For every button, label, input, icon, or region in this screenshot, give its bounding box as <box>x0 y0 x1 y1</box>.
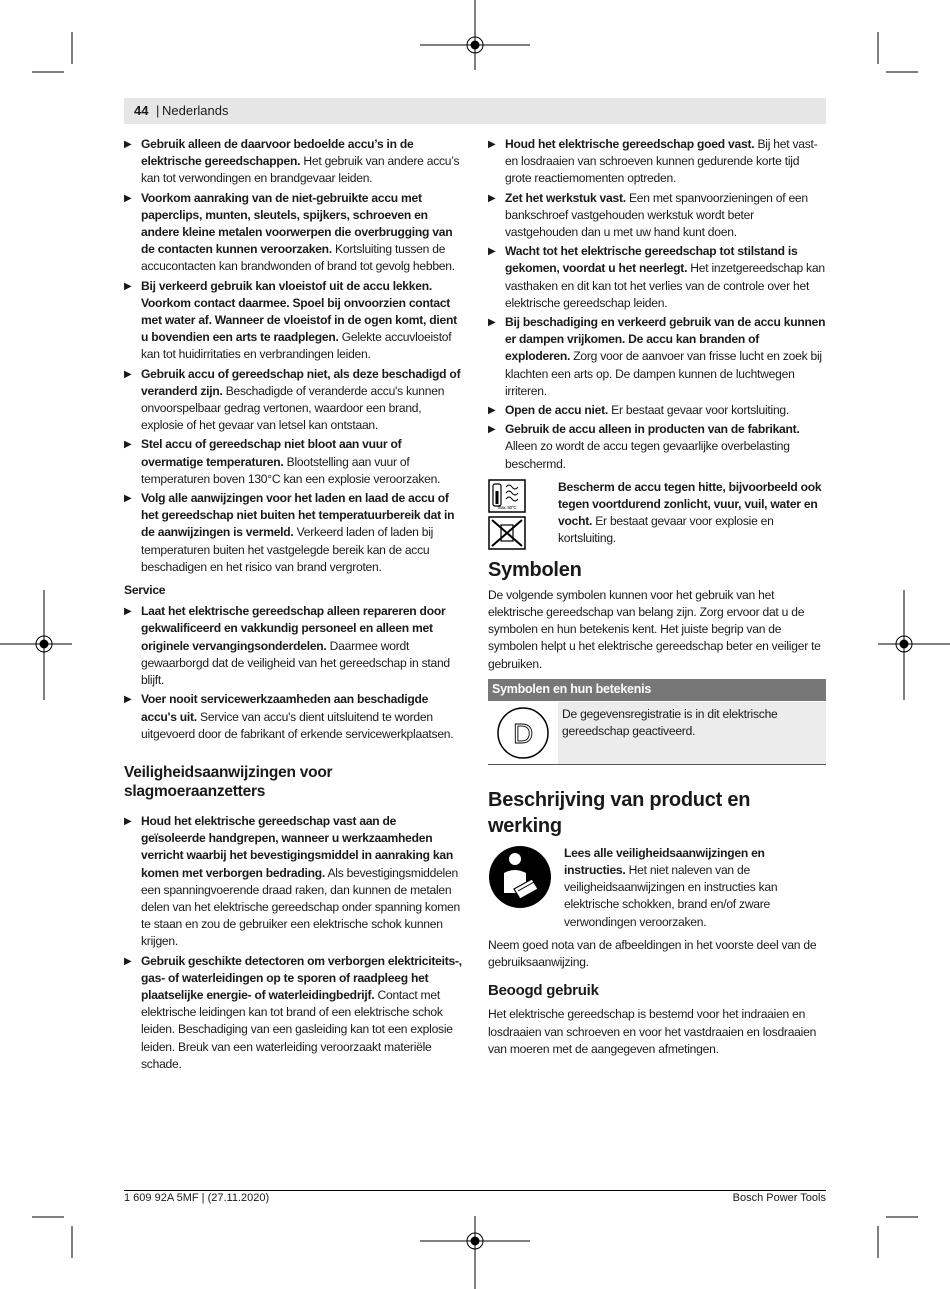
heat-icon-label: max. 50°C <box>497 504 517 510</box>
page-header <box>124 98 826 124</box>
list-item: ▶ Bij verkeerd gebruik kan vloeistof uit de accu lekken. Voorkom contact daarmee. Spoel bij onvoorzien contact met water af. Wanneer de vloeistof in de ogen komt, dient u bovendien een arts te raadplegen. Gelekte accuvloeistof kan tot huidirritaties en verbrandingen leiden. <box>124 278 457 362</box>
symbols-table <box>488 679 826 765</box>
illustrations-note: Neem goed nota van de afbeeldingen in het voorste deel van de gebruiksaanwijzing. <box>488 937 817 970</box>
right-column <box>488 136 826 1062</box>
page-number: 44 <box>134 103 149 118</box>
service-heading: Service <box>124 583 166 598</box>
list-item: ▶ Bij beschadiging en verkeerd gebruik van de accu kunnen er dampen vrijkomen. De accu kan branden of exploderen. Zorg voor de aanvoer van frisse lucht en zoek bij klachten een arts op. De dampen kunnen de luchtwegen irriteren. <box>488 315 826 398</box>
list-item: ▶ Wacht tot het elektrische gereedschap tot stilstand is gekomen, voordat u het neerlegt. Het inzetgereedschap kan vasthaken en dit kan tot het verlies van de controle over het elektrische gereedschap leiden. <box>488 244 825 310</box>
header-separator: | <box>156 103 160 118</box>
read-instructions: Lees alle veiligheidsaanwijzingen en instructies. Het niet naleven van de veiligheidsaanwijzingen en instructies kan elektrische schokken, brand en/of zware verwondingen veroorzaken. <box>488 845 826 931</box>
list-item: ▶ Laat het elektrische gereedschap alleen repareren door gekwalificeerd en vakkundig personeel en alleen met originele vervangingsonderdelen. Daarmee wordt gewaarborgd dat de veiligheid van het gereedschap in stand blijft. <box>124 604 450 688</box>
left-column <box>124 136 462 1075</box>
list-item: ▶ Stel accu of gereedschap niet bloot aan vuur of overmatige temperaturen. Blootstelling aan vuur of temperaturen boven 130°C kan een explosie veroorzaken. <box>124 437 441 486</box>
list-item: ▶ Volg alle aanwijzingen voor het laden en laad de accu of het gereedschap niet buiten het temperatuurbereik dat in de aanwijzingen is vermeld. Verkeerd laden of laden bij temperaturen buiten het vastgelegde bereik kan de accu beschadigen en het risico van brand vergroten. <box>124 491 455 574</box>
footer-brand: Bosch Power Tools <box>732 1192 826 1204</box>
description-heading: Beschrijving van product en werking <box>488 788 751 837</box>
list-item: ▶ Open de accu niet. Er bestaat gevaar voor kortsluiting. <box>488 403 790 418</box>
list-item: ▶ Gebruik alleen de daarvoor bedoelde accu’s in de elektrische gereedschappen. Het gebruik van andere accu’s kan tot verwondingen en brandgevaar leiden. <box>124 137 460 186</box>
list-item: ▶ Houd het elektrische gereedschap vast aan de geïsoleerde handgrepen, wanneer u werkzaamheden verricht waarbij het bevestigingsmiddel in aanraking kan komen met verborgen bedrading. Als bevestigingsmiddelen een spanningvoerende draad raken, dan kunnen de metalen delen van het elektrische gereedschap onder spanning komen te staan en zou de gebruiker een elektrische schok kunnen krijgen. <box>124 813 460 949</box>
no-water-icon <box>489 517 525 549</box>
list-item: ▶ Zet het werkstuk vast. Een met spanvoorzieningen of een bankschroef vastgehouden werkstuk wordt beter vastgehouden dan u met uw hand kunt doen. <box>488 190 808 240</box>
symbols-heading: Symbolen <box>488 558 582 581</box>
list-item: ▶ Voorkom aanraking van de niet-gebruikte accu met paperclips, munten, sleutels, spijkers, schroeven en andere kleine metalen voorwerpen die overbrugging van de contacten kunnen veroorzaken. Kortsluiting tussen de accucontacten kan brandwonden of brand tot gevolg hebben. <box>124 190 455 274</box>
intended-use-heading: Beoogd gebruik <box>488 982 599 1000</box>
symbols-table-header: Symbolen en hun betekenis <box>488 679 826 701</box>
list-item: ▶ Voer nooit servicewerkzaamheden aan beschadigde accu's uit. Service van accu's dient uitsluitend te worden uitgevoerd door de fabrikant of erkende servicewerkplaatsen. <box>124 692 454 741</box>
list-item: ▶ Gebruik de accu alleen in producten van de fabrikant. Alleen zo wordt de accu tegen gevaarlijke overbelasting beschermd. <box>488 422 800 471</box>
list-item: ▶ Gebruik accu of gereedschap niet, als deze beschadigd of veranderd zijn. Beschadigde of veranderde accu's kunnen onvoorspelbaar gedrag vertonen, waardoor een brand, explosie of het gevaar van letsel kan ontstaan. <box>124 366 461 433</box>
list-item: ▶ Houd het elektrische gereedschap goed vast. Bij het vast- en losdraaien van schroeven kunnen gedurende korte tijd grote reactiemomenten optreden. <box>488 137 818 186</box>
read-manual-icon <box>488 845 552 914</box>
symbols-table-cell: De gegevensregistratie is in dit elektrische gereedschap geactiveerd. <box>562 706 778 739</box>
table-row <box>488 701 826 764</box>
header-language: Nederlands <box>162 103 229 118</box>
symbols-intro: De volgende symbolen kunnen voor het gebruik van het elektrische gereedschap van belang zijn. Zorg ervoor dat u de symbolen en hun betekenis kent. Het juiste begrip van de symbolen helpt u het elektrische gereedschap beter en veiliger te gebruiken. <box>488 587 821 671</box>
list-item: ▶ Gebruik geschikte detectoren om verborgen elektriciteits-, gas- of waterleidingen op te sporen of raadpleeg het plaatselijke energie- of waterleidingbedrijf. Contact met elektrische leidingen kan tot brand of een elektrische schok leiden. Beschadiging van een gasleiding kan tot een explosie leiden. Breuk van een waterleiding veroorzaakt materiële schade. <box>124 953 462 1071</box>
data-registration-letter: D <box>513 717 533 749</box>
heat-warning: max. 50°C Bescherm de accu tegen hitte, bijvoorbeeld ook tegen voortdurend zonlicht, vuur, vuil, water en vocht. Er bestaat gevaar voor explosie en kortsluiting. <box>488 479 826 549</box>
intended-use-text: Het elektrische gereedschap is bestemd voor het indraaien en losdraaien van schroeven en voor het vastdraaien en losdraaien van moeren met de aangegeven afmetingen. <box>488 1007 817 1056</box>
footer-divider <box>124 1190 826 1191</box>
footer-doc-number: 1 609 92A 5MF | (27.11.2020) <box>124 1192 270 1204</box>
safety-heading: Veiligheidsaanwijzingen voor slagmoeraanzetters <box>124 763 333 800</box>
